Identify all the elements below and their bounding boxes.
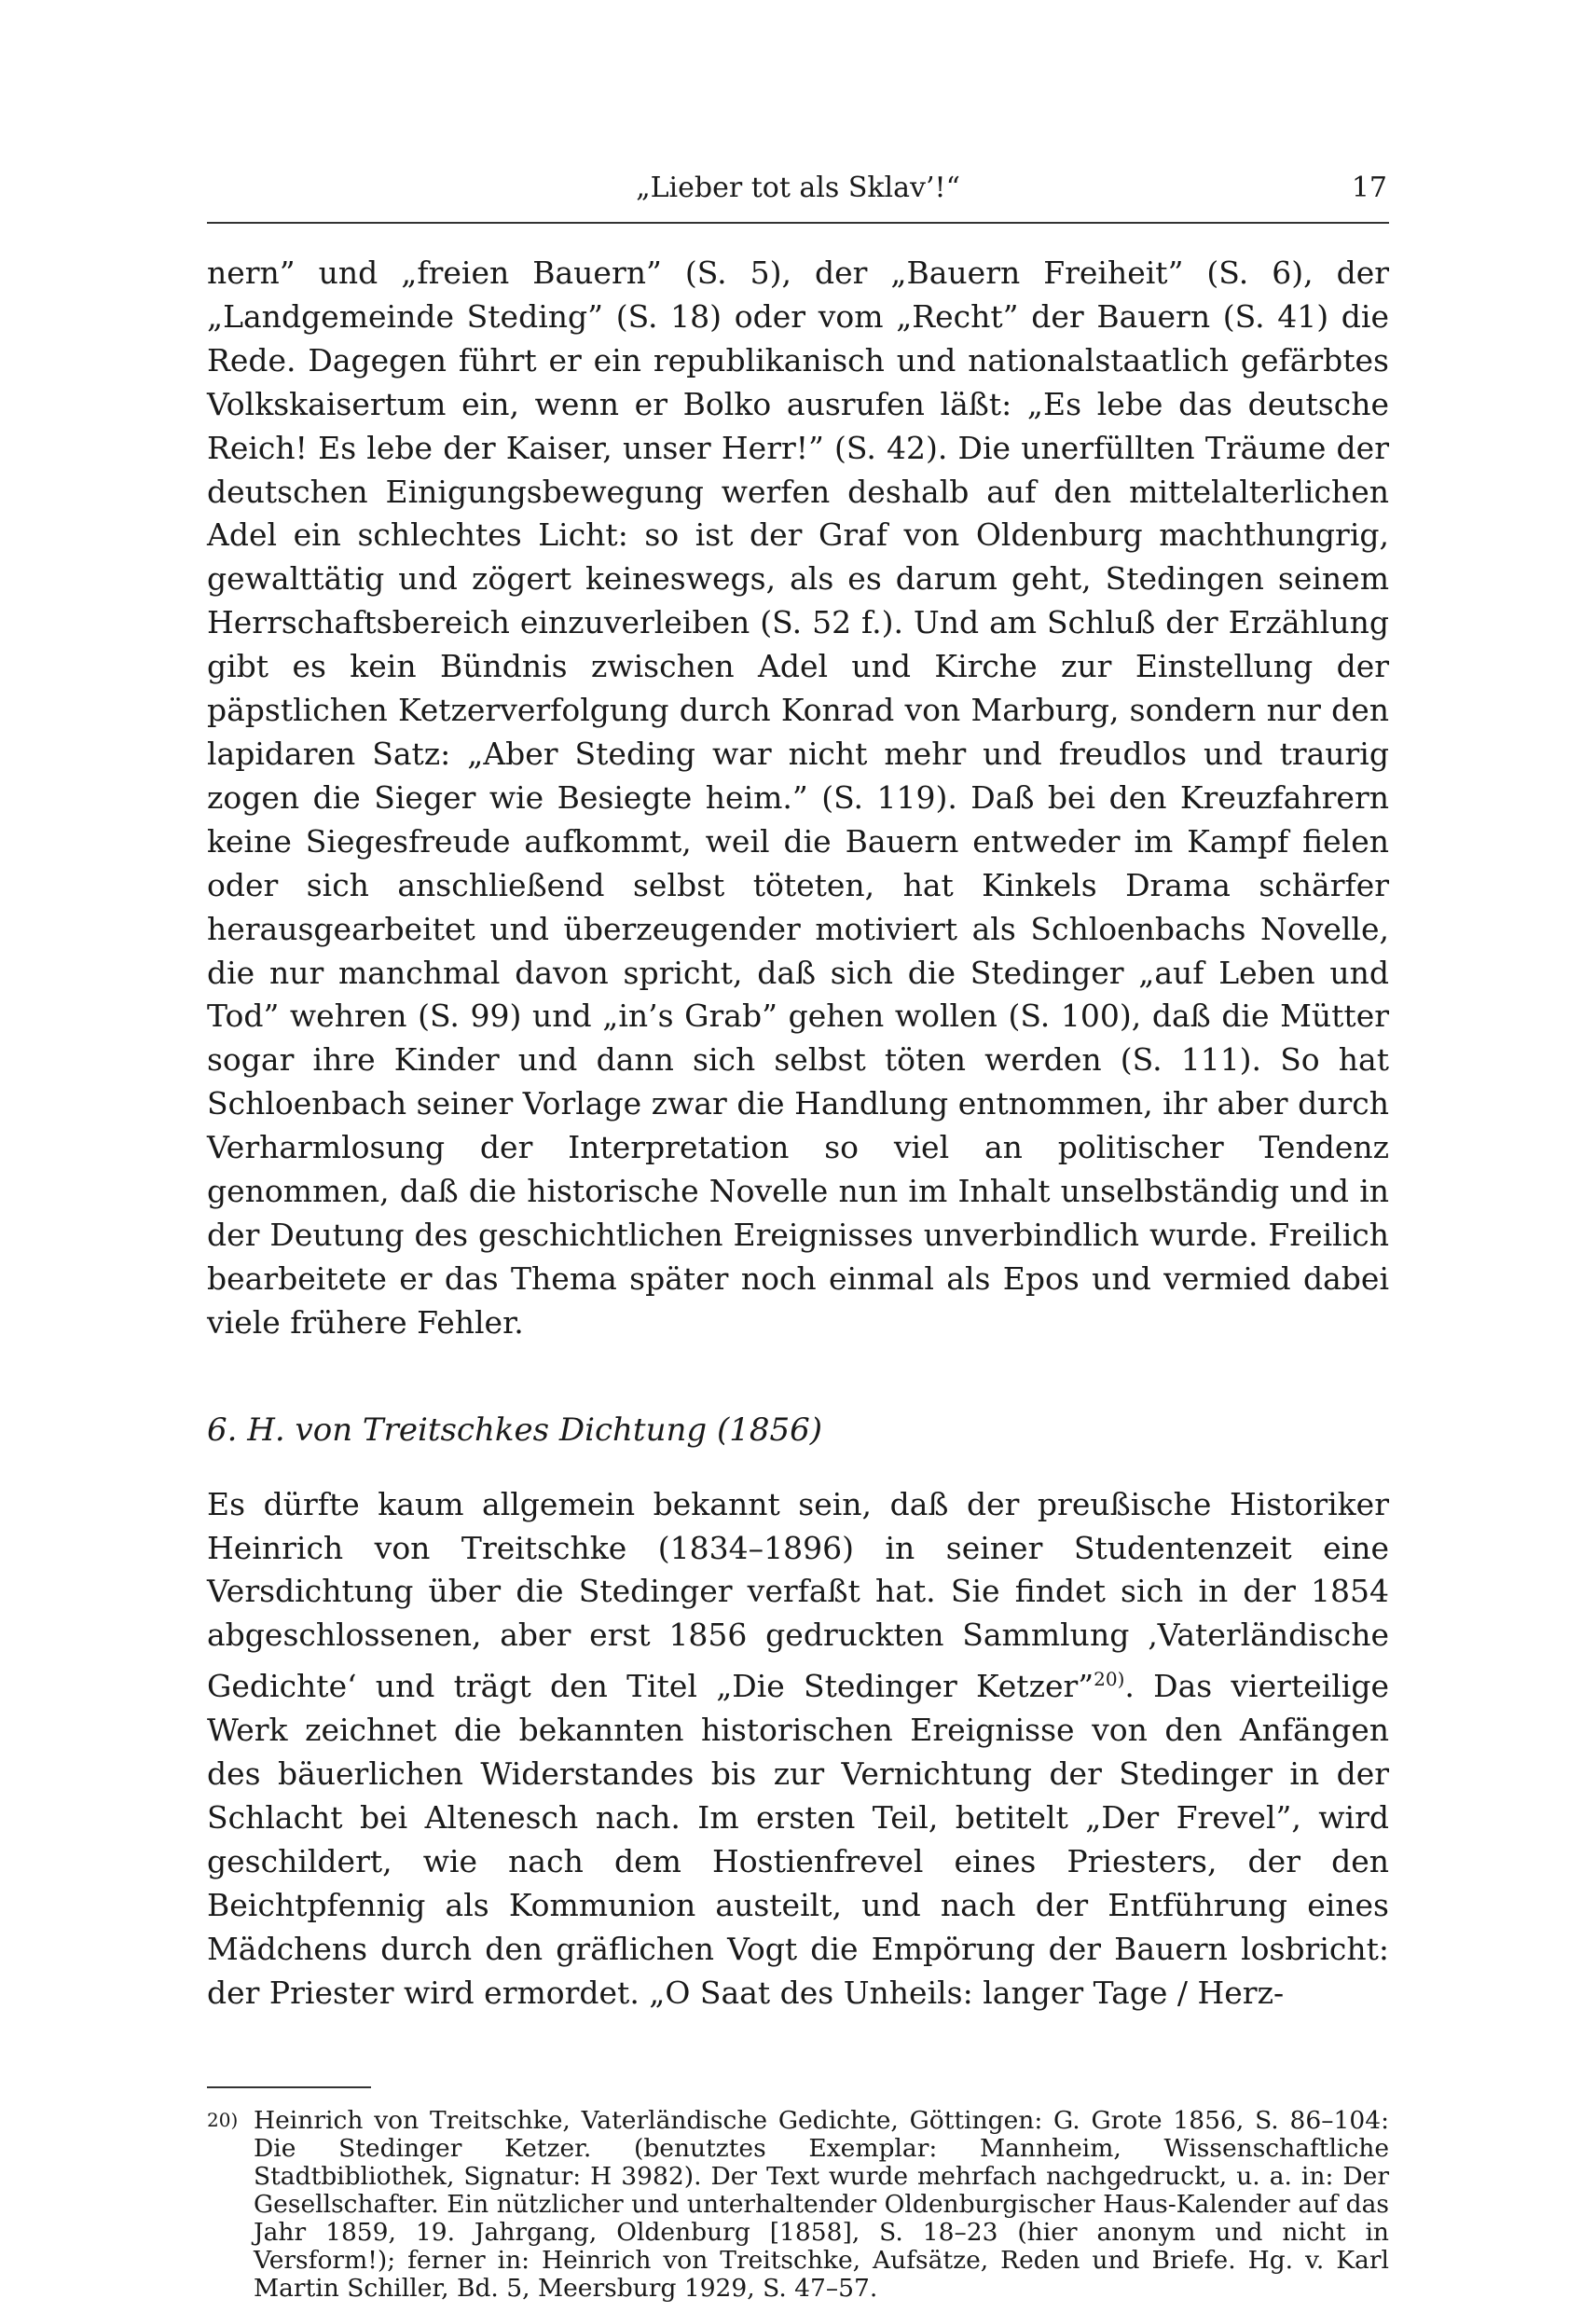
section-text-end: . Das vierteilige Werk zeichnet die bekannten historischen Ereignisse von den Anfängen des bäuerlichen Widerstandes bis zur Vernichtung der Stedinger in der Schlacht bei Altenesch nach. Im ersten Teil, betitelt „Der Frevel”, wird geschildert, wie nach dem Hostienfrevel eines Priesters, der den Beichtpfennig als Kommunion austeilt, und nach der Entführung eines Mädchens durch den gräflichen Vogt die Empörung der Bauern losbricht: der Priester wird ermordet. „O Saat des Unheils: langer Tage / Herz- xyxy=(207,1668,1389,2011)
section-heading: 6. H. von Treitschkes Dichtung (1856) xyxy=(207,1411,823,1449)
section-text-start: Es dürfte kaum allgemein bekannt sein, daß der preußische Historiker Heinrich von Treitschke (1834–1896) in seiner Studentenzeit eine Versdichtung über die Stedinger verfaßt hat. Sie findet sich in der 1854 abgeschlossenen, aber erst 1856 gedruckten Sammlung ‚Vaterländische Gedichte‘ und trägt den Titel „Die Stedinger Ketzer” xyxy=(207,1485,1389,1705)
footnote-marker: 20) xyxy=(207,2108,239,2131)
header-rule xyxy=(207,222,1389,224)
section-paragraph xyxy=(207,1483,1389,2016)
document-page xyxy=(207,168,1389,2303)
footnote-rule xyxy=(207,2086,371,2088)
body-paragraph: nern” und „freien Bauern” (S. 5), der „Bauern Freiheit” (S. 6), der „Landgemeinde Steding” (S. 18) oder vom „Recht” der Bauern (S. 41) die Rede. Dagegen führt er ein republikanisch und nationalstaatlich gefärbtes Volkskaisertum ein, wenn er Bolko ausrufen läßt: „Es lebe das deutsche Reich! Es lebe der Kaiser, unser Herr!” (S. 42). Die unerfüllten Träume der deutschen Einigungsbewegung werfen deshalb auf den mittelalterlichen Adel ein schlechtes Licht: so ist der Graf von Oldenburg machthungrig, gewalttätig und zögert keineswegs, als es darum geht, Stedingen seinem Herrschaftsbereich einzuverleiben (S. 52 f.). Und am Schluß der Erzählung gibt es kein Bündnis zwischen Adel und Kirche zur Einstellung der päpstlichen Ketzerverfolgung durch Konrad von Marburg, sondern nur den lapidaren Satz: „Aber Steding war nicht mehr und freudlos und traurig zogen die Sieger wie Besiegte heim.” (S. 119). Daß bei den Kreuzfahrern keine Siegesfreude aufkommt, weil die Bauern entweder im Kampf fielen oder sich anschließend selbst töteten, hat Kinkels Drama schärfer herausgearbeitet und überzeugender motiviert als Schloenbachs Novelle, die nur manchmal davon spricht, daß sich die Stedinger „auf Leben und Tod” wehren (S. 99) und „in’s Grab” gehen wollen (S. 100), daß die Mütter sogar ihre Kinder und dann sich selbst töten werden (S. 111). So hat Schloenbach seiner Vorlage zwar die Handlung entnommen, ihr aber durch Verharmlosung der Interpretation so viel an politischer Tendenz genommen, daß die historische Novelle nun im Inhalt unselbständig und in der Deutung des geschichtlichen Ereignisses unverbindlich wurde. Freilich bearbeitete er das Thema später noch einmal als Epos und vermied dabei viele frühere Fehler. xyxy=(207,255,1389,1341)
footnote-reference: 20) xyxy=(1094,1668,1125,1691)
running-header xyxy=(207,168,1389,214)
running-title: „Lieber tot als Sklav’!“ xyxy=(636,172,960,204)
footnote xyxy=(207,2107,1389,2303)
footnote-text: Heinrich von Treitschke, Vaterländische Gedichte, Göttingen: G. Grote 1856, S. 86–104: Die Stedinger Ketzer. (benutztes Exemplar: Mannheim, Wissenschaftliche Stadtbibliothek, Signatur: H 3982). Der Text wurde mehrfach nachgedruckt, u. a. in: Der Gesellschafter. Ein nützlicher und unterhaltender Oldenburgischer Haus-Kalender auf das Jahr 1859, 19. Jahrgang, Oldenburg [1858], S. 18–23 (hier anonym und nicht in Versform!); ferner in: Heinrich von Treitschke, Aufsätze, Reden und Briefe. Hg. v. Karl Martin Schiller, Bd. 5, Meersburg 1929, S. 47–57. xyxy=(254,2105,1389,2303)
page-number: 17 xyxy=(1351,172,1387,204)
